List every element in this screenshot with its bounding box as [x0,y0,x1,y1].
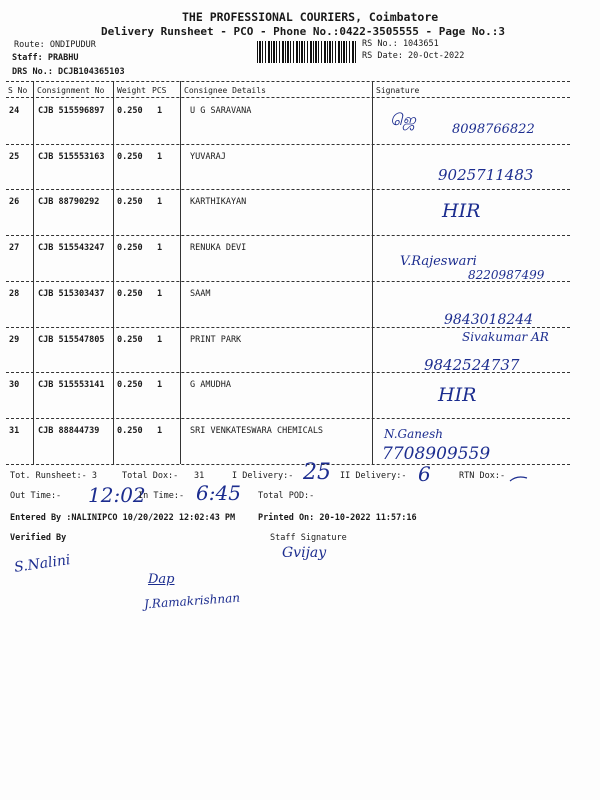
col-header-pcs: PCS [152,86,167,95]
row-pcs: 1 [157,426,163,436]
row-weight: 0.250 [117,243,143,253]
row-sno: 26 [9,197,20,207]
rs-number: RS No.: 1043651 [362,39,439,49]
col-divider [33,81,34,464]
row-sno: 25 [9,152,20,162]
row-pcs: 1 [157,106,163,116]
row-pcs: 1 [157,335,163,345]
ii-delivery-value: 6 [418,462,431,486]
row-pcs: 1 [157,289,163,299]
col-divider [180,81,181,464]
row-divider [6,281,570,282]
row-consignee: RENUKA DEVI [190,243,247,253]
extra-signature-2: J.Ramakrishnan [143,590,241,612]
rtn-dox-label: RTN Dox:- [459,471,506,481]
staff-signature-label: Staff Signature [270,533,347,543]
rtn-dox-scribble [509,474,529,484]
out-time-value: 12:02 [88,483,146,507]
row-consignment-no: CJB 515596897 [38,106,105,116]
row-signature: V.Rajeswari [400,254,477,269]
row-consignment-no: CJB 88844739 [38,426,100,436]
total-dox-label: Total Dox:- [122,471,179,481]
col-divider [113,81,114,464]
row-phone: 9025711483 [438,166,534,184]
row-signature: ஜெ [390,110,416,129]
staff-signature: Gvijay [282,545,327,561]
row-consignment-no: CJB 515553141 [38,380,105,390]
row-divider [6,144,570,145]
row-sno: 31 [9,426,20,436]
route-label: Route: ONDIPUDUR [14,40,96,50]
row-divider [6,235,570,236]
row-consignee: KARTHIKAYAN [190,197,247,207]
row-signature: Sivakumar AR [462,330,549,344]
verified-signature: S.Nalini [13,552,72,576]
row-divider [6,189,570,190]
row-sno: 30 [9,380,20,390]
row-consignee: G AMUDHA [190,380,231,390]
row-consignment-no: CJB 515543247 [38,243,105,253]
tot-runsheet: Tot. Runsheet:- 3 [10,471,97,481]
row-consignee: U G SARAVANA [190,106,252,116]
row-phone: 7708909559 [382,444,491,464]
company-title: THE PROFESSIONAL COURIERS, Coimbatore [182,10,439,24]
header-bottom-rule [6,97,570,98]
col-header-consignment: Consignment No [37,86,105,95]
row-weight: 0.250 [117,289,143,299]
row-weight: 0.250 [117,335,143,345]
row-phone: 8098766822 [452,122,535,137]
row-pcs: 1 [157,380,163,390]
row-divider [6,464,570,465]
row-signature: HIR [438,384,477,406]
row-sno: 24 [9,106,20,116]
row-consignment-no: CJB 515303437 [38,289,105,299]
col-header-sno: S No [8,86,28,95]
i-delivery-label: I Delivery:- [232,471,294,481]
row-divider [6,327,570,328]
ii-delivery-label: II Delivery:- [340,471,407,481]
header-top-rule [6,81,570,82]
row-phone: 9843018244 [444,312,534,328]
row-divider [6,418,570,419]
staff-label: Staff: PRABHU [12,53,79,63]
rs-date: RS Date: 20-Oct-2022 [362,51,465,61]
row-sno: 27 [9,243,20,253]
printed-on: Printed On: 20-10-2022 11:57:16 [258,513,417,523]
row-consignment-no: CJB 515547805 [38,335,105,345]
drs-number: DRS No.: DCJB104365103 [12,67,125,77]
runsheet-subtitle: Delivery Runsheet - PCO - Phone No.:0422-3505555 - Page No.:3 [101,25,505,38]
col-divider [372,81,373,464]
row-consignee: SRI VENKATESWARA CHEMICALS [190,426,324,436]
total-pod-label: Total POD:- [258,491,315,501]
row-sno: 28 [9,289,20,299]
row-phone: 9842524737 [424,356,520,374]
row-weight: 0.250 [117,426,143,436]
extra-signature-1: Dap [148,572,175,587]
entered-by: Entered By :NALINIPCO 10/20/2022 12:02:43 PM [10,513,236,523]
row-sno: 29 [9,335,20,345]
row-signature: N.Ganesh [384,427,444,441]
row-signature: HIR [442,200,481,222]
i-delivery-value: 25 [303,460,331,485]
row-weight: 0.250 [117,106,143,116]
row-consignee: SAAM [190,289,211,299]
in-time-label: In Time:- [138,491,185,501]
total-dox-value: 31 [194,471,205,481]
verified-by-label: Verified By [10,533,67,543]
row-consignee: PRINT PARK [190,335,242,345]
row-consignee: YUVARAJ [190,152,226,162]
col-header-signature: Signature [376,86,420,95]
row-weight: 0.250 [117,152,143,162]
row-consignment-no: CJB 515553163 [38,152,105,162]
row-divider [6,372,570,373]
row-weight: 0.250 [117,380,143,390]
barcode [257,41,357,63]
in-time-value: 6:45 [196,481,241,505]
row-pcs: 1 [157,243,163,253]
out-time-label: Out Time:- [10,491,62,501]
row-pcs: 1 [157,197,163,207]
row-phone: 8220987499 [468,268,545,282]
col-header-consignee: Consignee Details [184,86,266,95]
row-weight: 0.250 [117,197,143,207]
col-header-weight: Weight [117,86,146,95]
row-pcs: 1 [157,152,163,162]
row-consignment-no: CJB 88790292 [38,197,100,207]
